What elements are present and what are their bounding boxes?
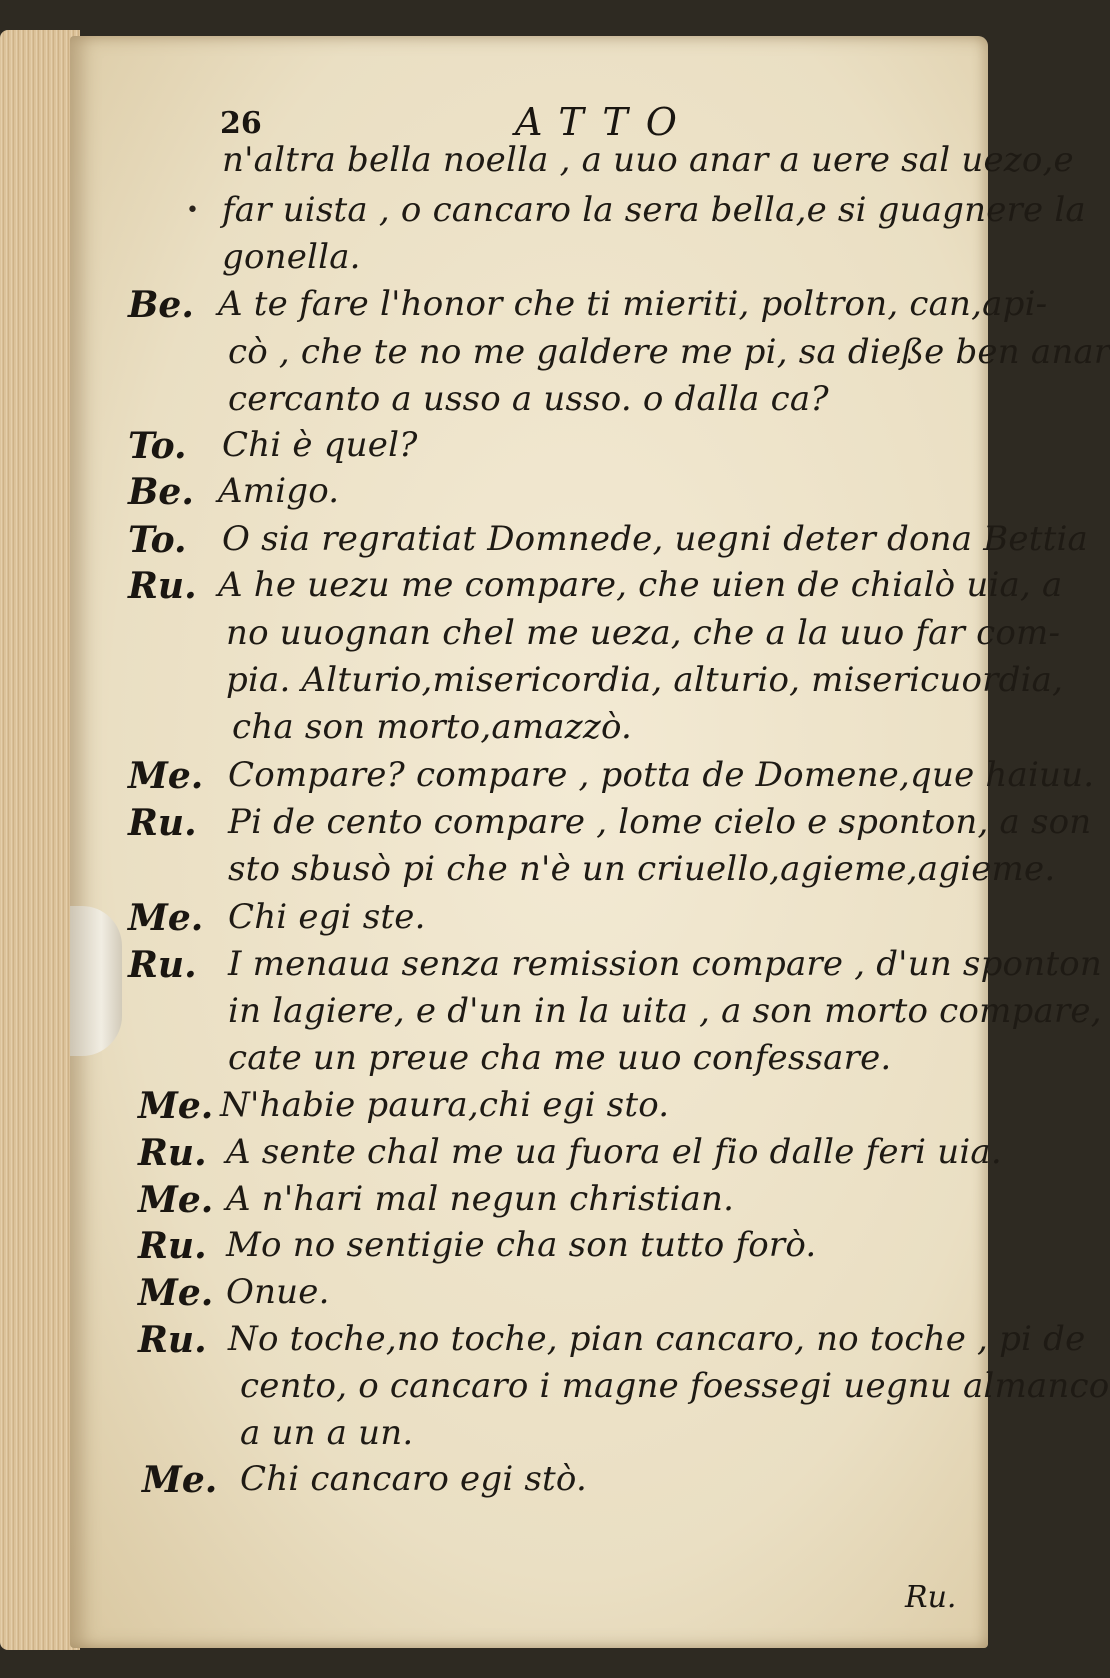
text-line: sto sbusò pi che n'è un criuello,agieme,agieme. [228, 849, 1056, 890]
text-line: A he uezu me compare, che uien de chialò uia, a [218, 564, 1063, 605]
margin-mark: • [186, 198, 199, 223]
speaker-label: Me. [128, 896, 204, 939]
speaker-label: To. [128, 425, 187, 468]
page-number: 26 [220, 106, 262, 141]
text-line: n'altra bella noella , a uuo anar a uere sal uezo,e [222, 140, 1074, 180]
text-line: N'habie paura,chi egi sto. [220, 1085, 670, 1125]
text-line: cercanto a usso a usso. o dalla ca? [228, 378, 829, 419]
running-title: ATTO [515, 100, 695, 144]
speaker-label: Ru. [138, 1225, 207, 1268]
speaker-label: Me. [138, 1272, 214, 1315]
text-line: pia. Alturio,misericordia, alturio, misericuordia, [226, 660, 1064, 701]
text-line: in lagiere, e d'un in la uita , a son morto compare, [228, 991, 1102, 1032]
text-line: Compare? compare , potta de Domene,que haiuu. [228, 754, 1095, 795]
speaker-label: Ru. [138, 1131, 207, 1174]
text-line: A sente chal me ua fuora el fio dalle feri uia. [226, 1131, 1002, 1172]
speaker-label: Me. [138, 1178, 214, 1221]
text-line: cha son morto,amazzò. [232, 707, 633, 747]
text-line: I menaua senza remission compare , d'un sponton [228, 943, 1102, 984]
text-line: O sia regratiat Domnede, uegni deter dona Bettia [222, 518, 1088, 559]
speaker-label: Ru. [128, 564, 197, 607]
speaker-label: Me. [138, 1085, 214, 1127]
text-line: no uuognan chel me ueza, che a la uuo far com- [226, 612, 1061, 653]
text-line: Amigo. [218, 471, 340, 512]
speaker-label: Me. [128, 754, 204, 797]
text-line: A n'hari mal negun christian. [226, 1178, 735, 1219]
text-line: Chi egi ste. [228, 896, 426, 937]
speaker-label: Ru. [138, 1319, 207, 1361]
speaker-label: Ru. [128, 802, 197, 845]
text-line: cò , che te no me galdere me pi, sa dieße ben anar [228, 331, 1110, 372]
text-line: Chi cancaro egi stò. [240, 1459, 588, 1500]
text-line: A te fare l'honor che ti mieriti, poltron, can,api- [218, 284, 1048, 324]
speaker-label: Be. [128, 471, 194, 514]
text-line: Pi de cento compare , lome cielo e sponton, a son [228, 802, 1092, 843]
catchword: Ru. [905, 1580, 957, 1615]
text-line: No toche,no toche, pian cancaro, no toche , pi de [228, 1319, 1086, 1359]
speaker-label: Me. [142, 1459, 218, 1502]
text-line: cento, o cancaro i magne foessegi uegnu almanco [240, 1365, 1110, 1406]
speaker-label: Be. [128, 284, 194, 326]
text-line: cate un preue cha me uuo confessare. [228, 1038, 892, 1079]
speaker-label: To. [128, 518, 187, 561]
text-line: far uista , o cancaro la sera bella,e si guagnere la [222, 190, 1086, 231]
speaker-label: Ru. [128, 943, 197, 986]
text-line: a un a un. [240, 1412, 414, 1453]
text-line: Chi è quel? [222, 425, 418, 466]
text-line: gonella. [222, 237, 361, 278]
text-line: Onue. [226, 1272, 330, 1313]
text-line: Mo no sentigie cha son tutto forò. [226, 1225, 817, 1266]
